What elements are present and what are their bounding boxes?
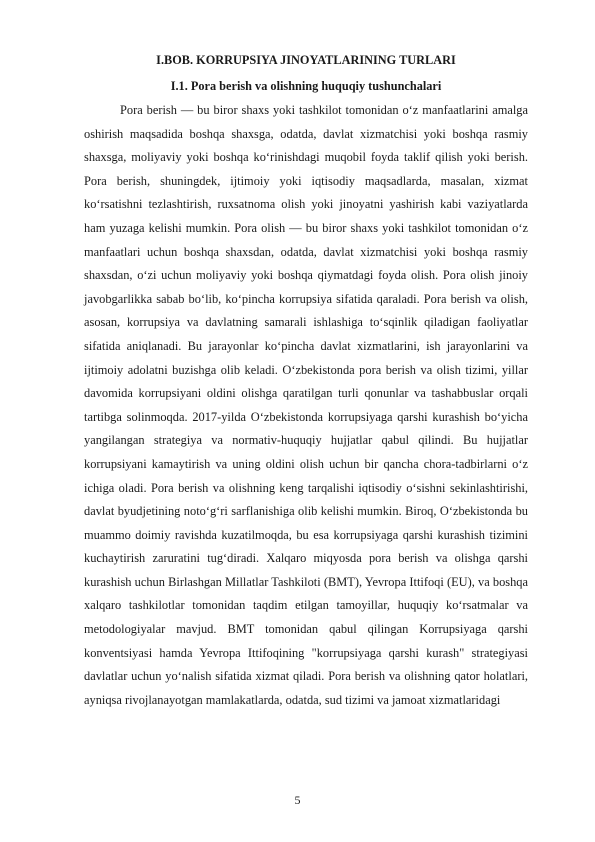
chapter-title: I.BOB. KORRUPSIYA JINOYATLARINING TURLARI: [156, 53, 456, 67]
body-paragraph: Pora berish — bu biror shaxs yoki tashkilot tomonidan o‘z manfaatlarini amalga oshirish maqsadida boshqa shaxsga, odatda, davlat xizmatchisi yoki boshqa rasmiy shaxsga, moliyaviy yoki boshqa ko‘rinishdagi muqobil foyda taklif qilish yoki berish. Pora berish, shuningdek, ijtimoiy yoki iqtisodiy maqsadlarda, masalan, xizmat ko‘rsatishni tezlashtirish, ruxsatnoma olish yoki jinoyatni yashirish kabi vaziyatlarda ham yuzaga kelishi mumkin. Pora olish — bu biror shaxs yoki tashkilot tomonidan o‘z manfaatlari uchun boshqa shaxsdan, odatda, davlat xizmatchisi yoki boshqa rasmiy shaxsdan, o‘zi uchun moliyaviy yoki boshqa qiymatdagi foyda olish. Pora olish jinoiy javobgarlikka sabab bo‘lib, ko‘pincha korrupsiya sifatida qaraladi. Pora berish va olish, asosan, korrupsiya va davlatning samarali ishlashiga to‘sqinlik qiladigan faoliyatlar sifatida aniqlanadi. Bu jarayonlar ko‘pincha davlat xizmatlarini, ish jarayonlarini va ijtimoiy adolatni buzishga olib keladi. O‘zbekistonda pora berish va olish tizimi, yillar davomida korrupsiyani oldini olishga qaratilgan turli qonunlar va tashabbuslar orqali tartibga solinmoqda. 2017-yilda O‘zbekistonda korrupsiyaga qarshi kurashish bo‘yicha yangilangan strategiya va normativ-huquqiy hujjatlar qabul qilindi. Bu hujjatlar korrupsiyani kamaytirish va uning oldini olish uchun bir qancha chora-tadbirlarni o‘z ichiga oladi. Pora berish va olishning keng tarqalishi iqtisodiy o‘sishni sekinlashtirishi, davlat byudjetining noto‘g‘ri sarflanishiga olib kelishi mumkin. Biroq, O‘zbekistonda bu muammo doimiy ravishda kuzatilmoqda, bu esa korrupsiyaga qarshi kurashish tizimini kuchaytirish zaruratini tug‘diradi. Xalqaro miqyosda pora berish va olishga qarshi kurashish uchun Birlashgan Millatlar Tashkiloti (BMT), Yevropa Ittifoqi (EU), va boshqa xalqaro tashkilotlar tomonidan taqdim etilgan tamoyillar, huquqiy ko‘rsatmalar va metodologiyalar mavjud. BMT tomonidan qabul qilingan Korrupsiyaga qarshi konventsiyasi hamda Yevropa Ittifoqining "korrupsiyaga qarshi kurash" strategiyasi davlatlar uchun yo‘nalish sifatida xizmat qiladi. Pora berish va olishning qator holatlari, ayniqsa rivojlanayotgan mamlakatlarda, odatda, sud tizimi va jamoat xizmatlaridagi: [84, 103, 528, 707]
page-number: 5: [294, 793, 301, 807]
section-title: I.1. Pora berish va olishning huquqiy tushunchalari: [170, 79, 442, 93]
